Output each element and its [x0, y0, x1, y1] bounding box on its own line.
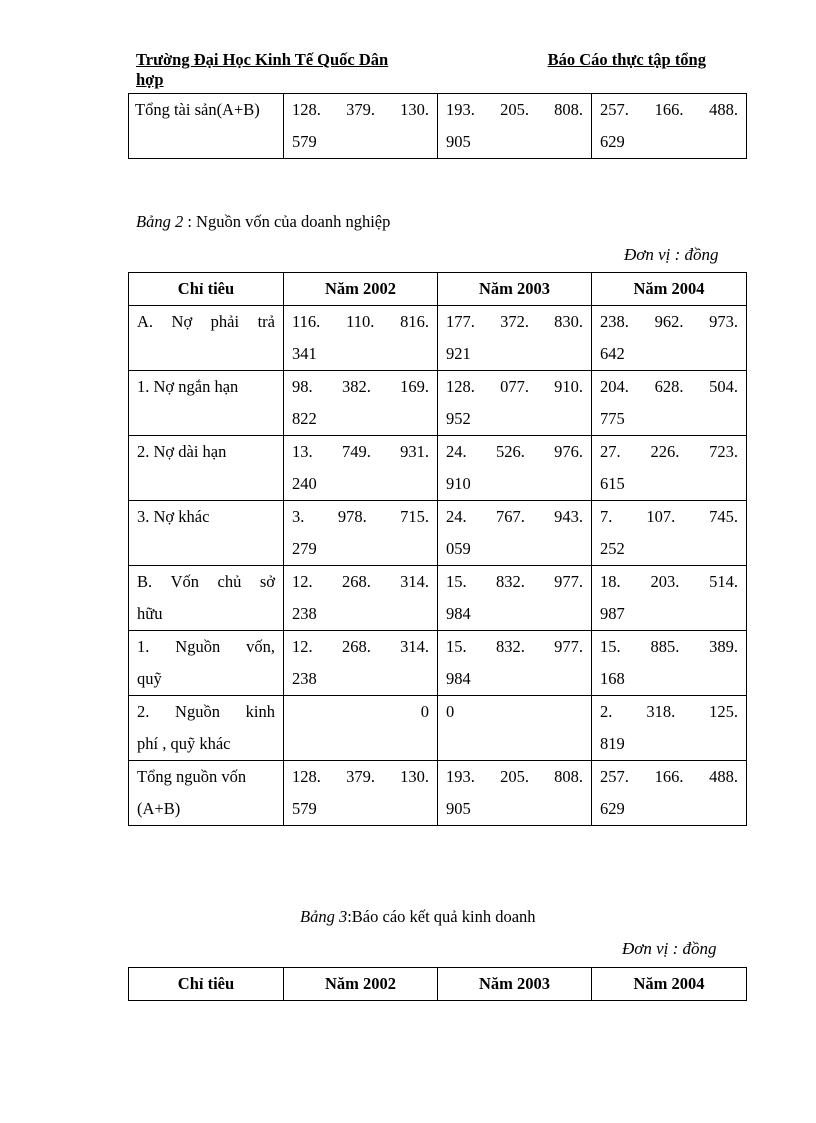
value-cell [284, 761, 438, 826]
value-part: 775 [600, 409, 625, 428]
value-part: 27. [600, 442, 621, 461]
value-part: 749. [341, 442, 371, 461]
value-part: 488. [709, 767, 738, 786]
value-part: 832. [495, 637, 525, 656]
row-label: A. Nợ phải trả [129, 306, 284, 371]
value-cell [438, 371, 592, 436]
value-part: 723. [709, 442, 738, 461]
value-cell [284, 566, 438, 631]
table-row [129, 501, 747, 566]
value-part: 177. [446, 312, 475, 331]
value-part: 822 [292, 409, 317, 428]
value-part: 3. [292, 507, 305, 526]
business-results-table [128, 967, 747, 1001]
value-part: 318. [646, 702, 676, 721]
row-label: 3. Nợ khác [129, 501, 284, 566]
value-part: 204. [600, 377, 629, 396]
value-part: 808. [554, 767, 583, 786]
row-label: 2. Nợ dài hạn [129, 436, 284, 501]
value-part: 962. [654, 312, 684, 331]
value-cell [592, 94, 747, 159]
value-part: 642 [600, 344, 625, 363]
value-part: 379. [346, 100, 375, 119]
table-header-row [129, 273, 747, 306]
table2-unit: Đơn vị : đồng [624, 245, 719, 264]
value-part: 2. [600, 702, 613, 721]
value-part: 24. [446, 442, 467, 461]
col-header-2002: Năm 2002 [284, 968, 438, 1001]
value-part: 382. [341, 377, 371, 396]
value-part: 628. [654, 377, 684, 396]
value-part: 279 [292, 539, 317, 558]
value-cell [284, 631, 438, 696]
value-cell [284, 306, 438, 371]
header-school: Trường Đại Học Kinh Tế Quốc Dân [136, 50, 389, 69]
value-part: 615 [600, 474, 625, 493]
value-part: 943. [554, 507, 583, 526]
row-label: 2. Nguồn kinh phí , quỹ khác [129, 696, 284, 761]
value-part: 128. [446, 377, 475, 396]
value-cell [438, 631, 592, 696]
value-part: 98. [292, 377, 313, 396]
value-cell [592, 631, 747, 696]
value-part: 987 [600, 604, 625, 623]
row-label: Tổng tài sản(A+B) [129, 94, 284, 159]
value-part: 579 [292, 132, 317, 151]
value-part: 168 [600, 669, 625, 688]
value-part: 629 [600, 132, 625, 151]
value-part: 059 [446, 539, 471, 558]
value-cell [592, 436, 747, 501]
row-label: B. Vốn chủ sở hữu [129, 566, 284, 631]
value-part: 910. [554, 377, 583, 396]
value-part: 830. [554, 312, 583, 331]
capital-sources-table [128, 272, 747, 826]
value-part: 314. [400, 637, 429, 656]
value-part: 130. [400, 767, 429, 786]
table2-caption: Bảng 2 : Nguồn vốn của doanh nghiệp [136, 212, 391, 231]
table-row [129, 696, 747, 761]
value-part: 372. [500, 312, 529, 331]
value-part: 504. [709, 377, 738, 396]
col-header-indicator: Chỉ tiêu [129, 273, 284, 306]
value-cell: 0 [284, 696, 438, 761]
table-header-row [129, 968, 747, 1001]
value-part: 110. [346, 312, 375, 331]
value-part: 107. [646, 507, 676, 526]
value-part: 931. [400, 442, 429, 461]
value-cell [592, 696, 747, 761]
value-part: 15. [446, 637, 467, 656]
value-part: 978. [337, 507, 367, 526]
value-part: 128. [292, 767, 321, 786]
value-part: 166. [654, 100, 684, 119]
value-part: 116. [292, 312, 321, 331]
row-label: 1. Nguồn vốn, quỹ [129, 631, 284, 696]
value-part: 7. [600, 507, 613, 526]
value-part: 193. [446, 100, 475, 119]
value-part: 268. [341, 637, 371, 656]
value-part: 205. [500, 767, 529, 786]
value-part: 12. [292, 572, 313, 591]
value-part: 15. [600, 637, 621, 656]
table-row [129, 306, 747, 371]
value-part: 238. [600, 312, 629, 331]
value-part: 130. [400, 100, 429, 119]
table-row [129, 631, 747, 696]
table3-unit: Đơn vị : đồng [622, 939, 717, 958]
value-cell [284, 436, 438, 501]
value-part: 341 [292, 344, 317, 363]
value-part: 18. [600, 572, 621, 591]
value-part: 166. [654, 767, 684, 786]
value-part: 921 [446, 344, 471, 363]
value-part: 832. [495, 572, 525, 591]
value-part: 514. [709, 572, 738, 591]
value-part: 977. [554, 572, 583, 591]
value-part: 905 [446, 132, 471, 151]
value-part: 12. [292, 637, 313, 656]
value-cell: 0 [438, 696, 592, 761]
value-part: 314. [400, 572, 429, 591]
value-part: 808. [554, 100, 583, 119]
value-part: 984 [446, 669, 471, 688]
value-cell [284, 501, 438, 566]
value-part: 24. [446, 507, 467, 526]
value-part: 984 [446, 604, 471, 623]
header-report-title: Báo Cáo thực tập tổng [547, 50, 706, 69]
row-label: 1. Nợ ngắn hạn [129, 371, 284, 436]
value-part: 767. [495, 507, 525, 526]
value-part: 13. [292, 442, 313, 461]
value-part: 952 [446, 409, 471, 428]
value-cell [284, 371, 438, 436]
value-part: 488. [709, 100, 738, 119]
value-part: 976. [554, 442, 583, 461]
value-cell [438, 501, 592, 566]
value-part: 885. [650, 637, 680, 656]
value-cell [438, 94, 592, 159]
col-header-2003: Năm 2003 [438, 968, 592, 1001]
value-part: 910 [446, 474, 471, 493]
value-part: 226. [650, 442, 680, 461]
value-part: 526. [495, 442, 525, 461]
page-header [136, 50, 708, 90]
col-header-2004: Năm 2004 [592, 968, 747, 1001]
value-part: 973. [709, 312, 738, 331]
value-part: 125. [709, 702, 738, 721]
value-cell [592, 566, 747, 631]
value-cell [592, 371, 747, 436]
value-cell [438, 306, 592, 371]
value-part: 252 [600, 539, 625, 558]
row-label: Tổng nguồn vốn (A+B) [129, 761, 284, 826]
col-header-2003: Năm 2003 [438, 273, 592, 306]
value-cell [592, 501, 747, 566]
table-row [129, 566, 747, 631]
col-header-2002: Năm 2002 [284, 273, 438, 306]
table-row [129, 761, 747, 826]
value-cell [438, 436, 592, 501]
table3-caption: Bảng 3:Báo cáo kết quả kinh doanh [300, 907, 536, 926]
value-part: 238 [292, 669, 317, 688]
assets-total-table [128, 93, 747, 159]
value-part: 379. [346, 767, 375, 786]
value-part: 15. [446, 572, 467, 591]
value-part: 257. [600, 767, 629, 786]
value-part: 977. [554, 637, 583, 656]
table-row [129, 371, 747, 436]
value-part: 905 [446, 799, 471, 818]
value-part: 077. [500, 377, 529, 396]
header-report-title-cont: hợp [136, 70, 164, 89]
value-part: 238 [292, 604, 317, 623]
value-part: 629 [600, 799, 625, 818]
value-part: 715. [400, 507, 429, 526]
value-part: 205. [500, 100, 529, 119]
value-cell [438, 761, 592, 826]
value-part: 203. [650, 572, 680, 591]
value-part: 389. [709, 637, 738, 656]
value-part: 816. [400, 312, 429, 331]
value-cell [284, 94, 438, 159]
value-part: 745. [709, 507, 738, 526]
value-cell [592, 306, 747, 371]
value-part: 819 [600, 734, 625, 753]
table-row [129, 94, 747, 159]
value-cell [438, 566, 592, 631]
value-part: 193. [446, 767, 475, 786]
value-part: 579 [292, 799, 317, 818]
value-part: 257. [600, 100, 629, 119]
value-part: 268. [341, 572, 371, 591]
value-part: 240 [292, 474, 317, 493]
col-header-indicator: Chỉ tiêu [129, 968, 284, 1001]
col-header-2004: Năm 2004 [592, 273, 747, 306]
table-row [129, 436, 747, 501]
value-cell [592, 761, 747, 826]
value-part: 169. [400, 377, 429, 396]
value-part: 128. [292, 100, 321, 119]
